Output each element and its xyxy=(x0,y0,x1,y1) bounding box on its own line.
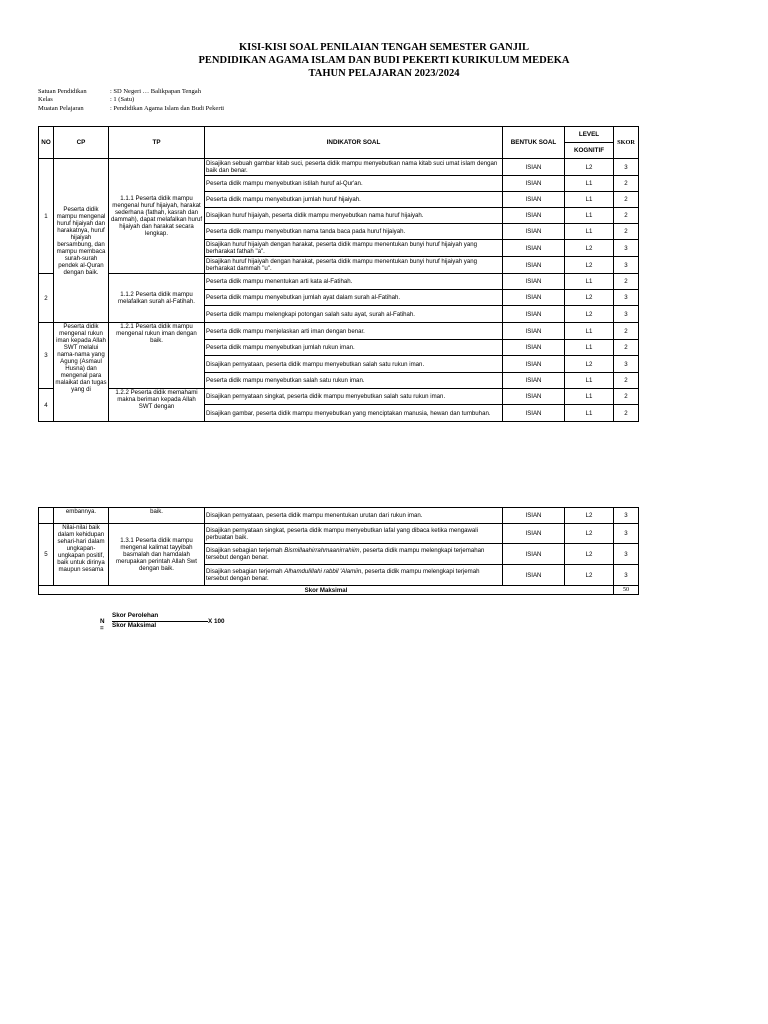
indicator-text: Disajikan pernyataan singkat, peserta didik mampu menyebutkan salah satu rukun iman. xyxy=(205,389,503,405)
skor: 2 xyxy=(614,405,639,422)
level-kognitif: L2 xyxy=(565,290,614,306)
header-cp: CP xyxy=(54,127,109,159)
indicator-text: Peserta didik mampu menyebutkan jumlah rukun iman. xyxy=(205,340,503,356)
level-kognitif: L1 xyxy=(565,274,614,290)
skor: 3 xyxy=(614,356,639,373)
skor: 2 xyxy=(614,192,639,208)
indicator-text: Peserta didik mampu menyebutkan jumlah huruf hijaiyah. xyxy=(205,192,503,208)
info-block xyxy=(38,88,224,113)
satuan-value: : SD Negeri … Balikpapan Tengah xyxy=(110,88,201,95)
skor: 3 xyxy=(614,565,639,586)
skor: 2 xyxy=(614,389,639,405)
header-tp: TP xyxy=(109,127,205,159)
tp-cell-1: 1.1.1 Peserta didik mampu mengenal huruf hijaiyah, harakat sederhana (fathah, kasrah dan dammah), dapat melafalkan huruf hijaiyah dan harakat secara lengkap. xyxy=(109,159,205,274)
cp-cell-2-cont: embannya. xyxy=(54,508,109,524)
level-kognitif: L1 xyxy=(565,323,614,340)
header-level: LEVEL xyxy=(565,127,614,143)
group-no-5: 5 xyxy=(39,524,54,586)
indicator-text: Disajikan sebuah gambar kitab suci, peserta didik mampu menyebutkan nama kitab suci umat islam dengan baik dan benar. xyxy=(205,159,503,176)
level-kognitif: L1 xyxy=(565,373,614,389)
bentuk-soal: ISIAN xyxy=(503,290,565,306)
level-kognitif: L2 xyxy=(565,257,614,274)
group-no-3: 3 xyxy=(39,323,54,389)
skor: 3 xyxy=(614,544,639,565)
group-no-2: 2 xyxy=(39,274,54,323)
level-kognitif: L2 xyxy=(565,508,614,524)
skor: 3 xyxy=(614,524,639,544)
level-kognitif: L2 xyxy=(565,240,614,257)
indicator-text: Disajikan sebagian terjemah Alhamdulillahi rabbil 'Alamiin, peserta didik mampu melengkapi terjemah tersebut dengan benar. xyxy=(205,565,503,586)
tp-cell-5: 1.3.1 Peserta didik mampu mengenal kalimat tayyibah basmalah dan hamdalah merupakan perintah Allah Swt dengan baik. xyxy=(109,524,205,586)
level-kognitif: L1 xyxy=(565,176,614,192)
skor-maksimal-value: 50 xyxy=(614,586,639,595)
group-no-4: 4 xyxy=(39,389,54,422)
skor: 3 xyxy=(614,240,639,257)
bentuk-soal: ISIAN xyxy=(503,323,565,340)
header-skor: SKOR xyxy=(614,127,639,159)
cp-cell-1: Peserta didik mampu mengenal huruf hijaiyah dan harakatnya, huruf hijaiyah bersambung, dan mampu membaca surah-surah pendek al-Quran dengan baik. xyxy=(54,159,109,323)
skor: 2 xyxy=(614,224,639,240)
indicator-text: Disajikan huruf hijaiyah dengan harakat, peserta didik mampu menentukan bunyi huruf hijaiyah yang berharakat dammah "u". xyxy=(205,257,503,274)
tp-cell-3: 1.2.1 Peserta didik mampu mengenal rukun iman dengan baik. xyxy=(109,323,205,389)
level-kognitif: L1 xyxy=(565,208,614,224)
skor: 2 xyxy=(614,176,639,192)
level-kognitif: L2 xyxy=(565,306,614,323)
muatan-label: Muatan Pelajaran xyxy=(38,104,84,112)
indicator-text: Peserta didik mampu menyebutkan salah satu rukun iman. xyxy=(205,373,503,389)
formula-denominator: Skor Maksimal xyxy=(112,622,157,629)
header-bentuk-soal: BENTUK SOAL xyxy=(503,127,565,159)
tp-cell-4: 1.2.2 Peserta didik memahami makna beriman kepada Allah SWT dengan xyxy=(109,389,205,422)
doc-title-line1: KISI-KISI SOAL PENILAIAN TENGAH SEMESTER GANJIL xyxy=(238,42,530,53)
bentuk-soal: ISIAN xyxy=(503,405,565,422)
bentuk-soal: ISIAN xyxy=(503,224,565,240)
group-no-1: 1 xyxy=(39,159,54,274)
indicator-text: Peserta didik mampu menyebutkan nama tanda baca pada huruf hijaiyah. xyxy=(205,224,503,240)
doc-title-line2: PENDIDIKAN AGAMA ISLAM DAN BUDI PEKERTI KURIKULUM MEDEKA xyxy=(198,55,570,66)
bentuk-soal: ISIAN xyxy=(503,240,565,257)
bentuk-soal: ISIAN xyxy=(503,389,565,405)
skor: 2 xyxy=(614,323,639,340)
bentuk-soal: ISIAN xyxy=(503,565,565,586)
level-kognitif: L2 xyxy=(565,356,614,373)
bentuk-soal: ISIAN xyxy=(503,176,565,192)
level-kognitif: L2 xyxy=(565,544,614,565)
indicator-text: Peserta didik mampu menyebutkan istilah huruf al-Qur'an. xyxy=(205,176,503,192)
level-kognitif: L1 xyxy=(565,192,614,208)
bentuk-soal: ISIAN xyxy=(503,508,565,524)
doc-title-line3: TAHUN PELAJARAN 2023/2024 xyxy=(308,68,460,79)
bentuk-soal: ISIAN xyxy=(503,257,565,274)
indicator-text: Disajikan huruf hijaiyah dengan harakat, peserta didik mampu menentukan bunyi huruf hijaiyah yang berharakat fathah "a". xyxy=(205,240,503,257)
kisi-table-bottom xyxy=(38,507,639,595)
indicator-text: Peserta didik mampu melengkapi potongan salah satu ayat, surah al-Fatihah. xyxy=(205,306,503,323)
skor: 3 xyxy=(614,306,639,323)
skor: 3 xyxy=(614,257,639,274)
indicator-text: Peserta didik mampu menjelaskan arti iman dengan benar. xyxy=(205,323,503,340)
bentuk-soal: ISIAN xyxy=(503,192,565,208)
kelas-label: Kelas xyxy=(38,96,53,104)
bentuk-soal: ISIAN xyxy=(503,306,565,323)
skor: 2 xyxy=(614,373,639,389)
formula-numerator: Skor Perolehan xyxy=(112,612,159,619)
cp-cell-3: Nilai-nilai baik dalam kehidupan sehari-hari dalam ungkapan-ungkapan positif, baik untuk dirinya maupun sesama xyxy=(54,524,109,586)
header-kognitif: KOGNITIF xyxy=(565,143,614,159)
indicator-text: Disajikan pernyataan, peserta didik mampu menyebutkan salah satu rukun iman. xyxy=(205,356,503,373)
satuan-label: Satuan Pendidikan xyxy=(38,88,87,95)
skor: 3 xyxy=(614,290,639,306)
muatan-value: : Pendidikan Agama Islam dan Budi Pekerti xyxy=(110,104,225,112)
indicator-text: Disajikan pernyataan, peserta didik mampu menentukan urutan dari rukun iman. xyxy=(205,508,503,524)
cp-cell-2: Peserta didik mengenal rukun iman kepada Allah SWT melalui nama-nama yang Agung (Asmaul Husna) dan mengenal para malaikat dan tugas yang di xyxy=(54,323,109,422)
level-kognitif: L2 xyxy=(565,159,614,176)
bentuk-soal: ISIAN xyxy=(503,340,565,356)
bentuk-soal: ISIAN xyxy=(503,544,565,565)
skor: 2 xyxy=(614,340,639,356)
indicator-text: Disajikan sebagian terjemah Bismillaahirrahmaanirrahiim, peserta didik mampu melengkapi terjemahan tersebut dengan benar. xyxy=(205,544,503,565)
bentuk-soal: ISIAN xyxy=(503,524,565,544)
level-kognitif: L1 xyxy=(565,405,614,422)
bentuk-soal: ISIAN xyxy=(503,208,565,224)
skor: 2 xyxy=(614,274,639,290)
indicator-text: Peserta didik mampu menyebutkan jumlah ayat dalam surah al-Fatihah. xyxy=(205,290,503,306)
tp-cell-2: 1.1.2 Peserta didik mampu melafalkan surah al-Fatihah. xyxy=(109,274,205,323)
level-kognitif: L1 xyxy=(565,340,614,356)
skor: 3 xyxy=(614,508,639,524)
header-no: NO xyxy=(39,127,54,159)
indicator-text: Peserta didik mampu menentukan arti kata al-Fatihah. xyxy=(205,274,503,290)
formula-times: X 100 xyxy=(208,618,225,625)
bentuk-soal: ISIAN xyxy=(503,159,565,176)
skor-maksimal-label: Skor Maksimal xyxy=(39,586,614,595)
kelas-value: : 1 (Satu) xyxy=(110,96,135,104)
level-kognitif: L1 xyxy=(565,389,614,405)
level-kognitif: L2 xyxy=(565,524,614,544)
level-kognitif: L2 xyxy=(565,565,614,586)
bentuk-soal: ISIAN xyxy=(503,373,565,389)
bentuk-soal: ISIAN xyxy=(503,356,565,373)
tp-cell-4-cont: baik. xyxy=(109,508,205,524)
skor: 3 xyxy=(614,159,639,176)
indicator-text: Disajikan huruf hijaiyah, peserta didik mampu menyebutkan nama huruf hijaiyah. xyxy=(205,208,503,224)
header-indikator: INDIKATOR SOAL xyxy=(205,127,503,159)
indicator-text: Disajikan gambar, peserta didik mampu menyebutkan yang menciptakan manusia, hewan dan tumbuhan. xyxy=(205,405,503,422)
kisi-table-top xyxy=(38,126,639,422)
skor: 2 xyxy=(614,208,639,224)
level-kognitif: L1 xyxy=(565,224,614,240)
bentuk-soal: ISIAN xyxy=(503,274,565,290)
indicator-text: Disajikan pernyataan singkat, peserta didik mampu menyebutkan lafal yang dibaca ketika mengawali perbuatan baik. xyxy=(205,524,503,544)
formula-n: N = xyxy=(100,618,105,632)
group-no-4-cont xyxy=(39,508,54,524)
